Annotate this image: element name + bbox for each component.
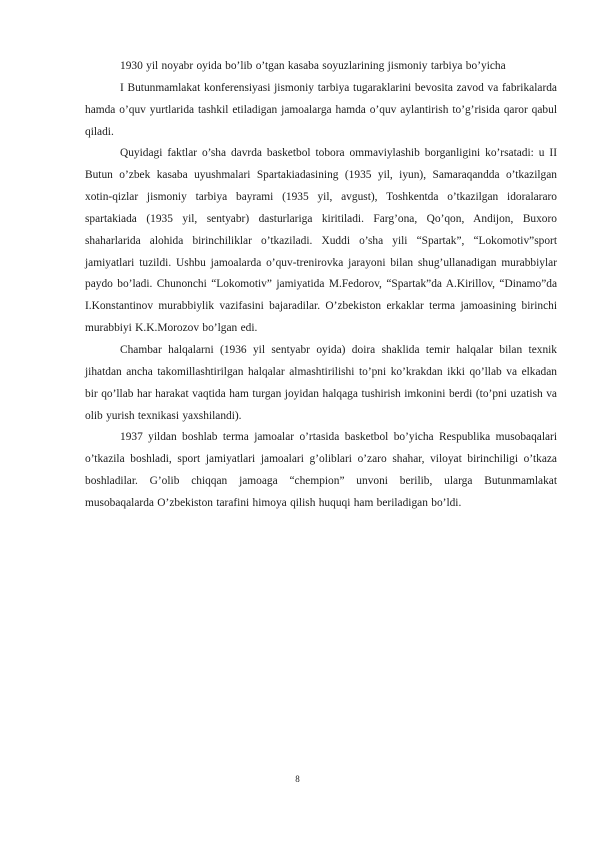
body-text <box>85 56 557 515</box>
paragraph-1930-conference: 1930 yil noyabr oyida bo’lib o’tgan kasaba soyuzlarining jismoniy tarbiya bo’yicha <box>120 60 506 72</box>
paragraph-conference-decision: I Butunmamlakat konferensiyasi jismoniy tarbiya tugaraklarini bevosita zavod va fabrikalarda hamda o’quv yurtlarida tashkil etiladigan jamoalarga hamda o’quv aylantirish to’g’risida qaror qabul qiladi. <box>85 81 557 138</box>
paragraph-1937-competitions: 1937 yildan boshlab terma jamoalar o’rtasida basketbol bo’yicha Respublika musobaqalari o’tkazila boshladi, sport jamiyatlari jamoalari g’oliblari o’zaro shahar, viloyat birinchiligi o’tkaza boshladilar. G’olib chiqqan jamoaga “chempion” unvoni berilib, ularga Butunmamlakat musobaqalarda O’zbekiston tarafini himoya qilish huquqi ham beriladigan bo’ldi. <box>85 431 557 509</box>
paragraph-basketball-popularity: Quyidagi faktlar o’sha davrda basketbol tobora ommaviylashib borganligini ko’rsatadi: u II Butun o’zbek kasaba uyushmalari Spartakiadasining (1935 yil, iyun), Samaraqandda o’tkazilgan xotin-qizlar jismoniy tarbiya bayrami (1935 yil, avgust), Toshkentda o’tkazilgan idoralararo spartakiada (1935 yil, sentyabr) dasturlariga kiritiladi. Farg’ona, Qo’qon, Andijon, Buxoro shaharlarida alohida birinchiliklar o’tkaziladi. Xuddi o’sha yili “Spartak”, “Lokomotiv”sport jamiyatlari tuzildi. Ushbu jamoalarda o’quv-trenirovka jarayoni bilan shug’ullanadigan murabbiylar paydo bo’ladi. Chunonchi “Lokomotiv” jamiyatida M.Fedorov, “Spartak”da A.Kirillov, “Dinamo”da I.Konstantinov murabbiylik vazifasini bajaradilar. O’zbekiston erkaklar terma jamoasining birinchi murabbiyi K.K.Morozov bo’lgan edi. <box>85 147 557 335</box>
paragraph-hoop-improvement: Chambar halqalarni (1936 yil sentyabr oyida) doira shaklida temir halqalar bilan texnik jihatdan ancha takomillashtirilgan halqalar almashtirilishi to’pni ko’krakdan ikki qo’llab va elkadan bir qo’llab har harakat vaqtida ham turgan joyidan halqaga tushirish imkonini berdi (to’pni uzatish va olib yurish texnikasi yaxshilandi). <box>85 343 557 422</box>
page-number: 8 <box>295 774 300 784</box>
